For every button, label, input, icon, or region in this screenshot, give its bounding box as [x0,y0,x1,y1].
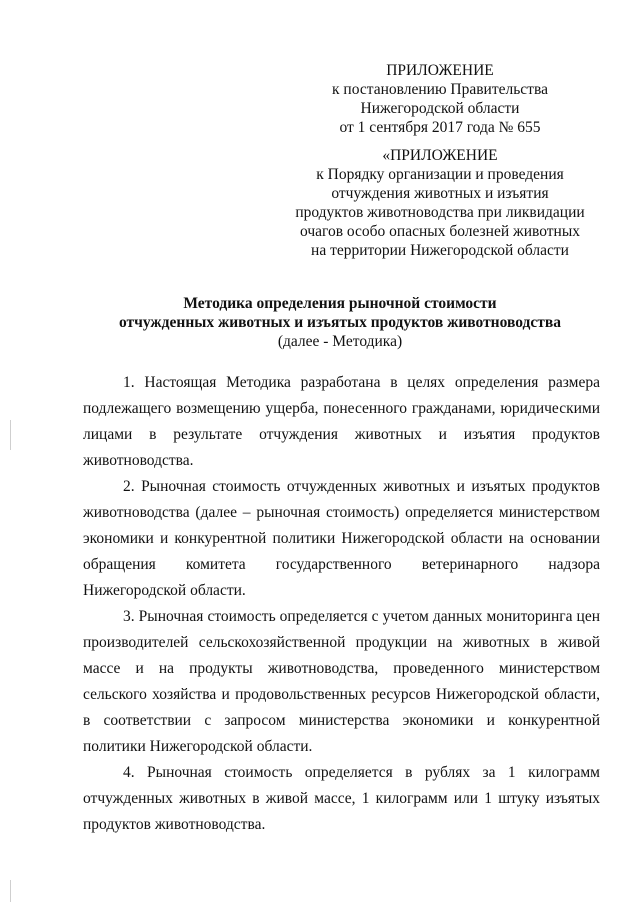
title-line-2: отчужденных животных и изъятых продуктов животноводства [118,314,561,331]
paragraph-3: 3. Рыночная стоимость определяется с учетом данных мониторинга цен производителей сельскохозяйственной продукции на животных в живой массе и на продукты животноводства, проведенного министерством сельского хозяйства и продовольственных ресурсов Нижегородской области, в соответствии с запросом министерства экономики и конкурентной политики Нижегородской области. [83,608,600,755]
appendix-line: Нижегородской области [360,100,520,117]
inner-appendix-header [270,146,610,260]
scan-edge-mark [10,420,11,450]
inner-appendix-line: продуктов животноводства при ликвидации [295,204,585,221]
inner-appendix-line: отчуждения животных и изъятия [331,185,549,202]
appendix-line: к постановлению Правительства [332,81,548,98]
paragraph-2: 2. Рыночная стоимость отчужденных животных и изъятых продуктов животноводства (далее – рыночная стоимость) определяется министерством экономики и конкурентной политики Нижегородской области на основании обращения комитета государственного ветеринарного надзора Нижегородской области. [83,478,600,599]
paragraph-1: 1. Настоящая Методика разработана в целях определения размера подлежащего возмещению ущерба, понесенного гражданами, юридическими лицами в результате отчуждения животных и изъятия продуктов животноводства. [83,374,600,469]
document-body [83,370,600,838]
appendix-heading: ПРИЛОЖЕНИЕ [386,62,494,79]
appendix-header [270,61,610,137]
appendix-date-line: от 1 сентября 2017 года № 655 [339,119,541,136]
scan-edge-mark [10,880,11,902]
inner-appendix-line: очагов особо опасных болезней животных [299,223,581,240]
inner-appendix-line: на территории Нижегородской области [311,242,569,259]
paragraph-4: 4. Рыночная стоимость определяется в рублях за 1 килограмм отчужденных животных в живой массе, 1 килограмм или 1 штуку изъятых продуктов животноводства. [83,764,600,833]
inner-appendix-heading: «ПРИЛОЖЕНИЕ [382,147,498,164]
document-title [60,294,620,351]
inner-appendix-line: к Порядку организации и проведения [316,166,564,183]
title-line-1: Методика определения рыночной стоимости [183,295,497,312]
title-subtitle: (далее - Методика) [277,333,403,350]
